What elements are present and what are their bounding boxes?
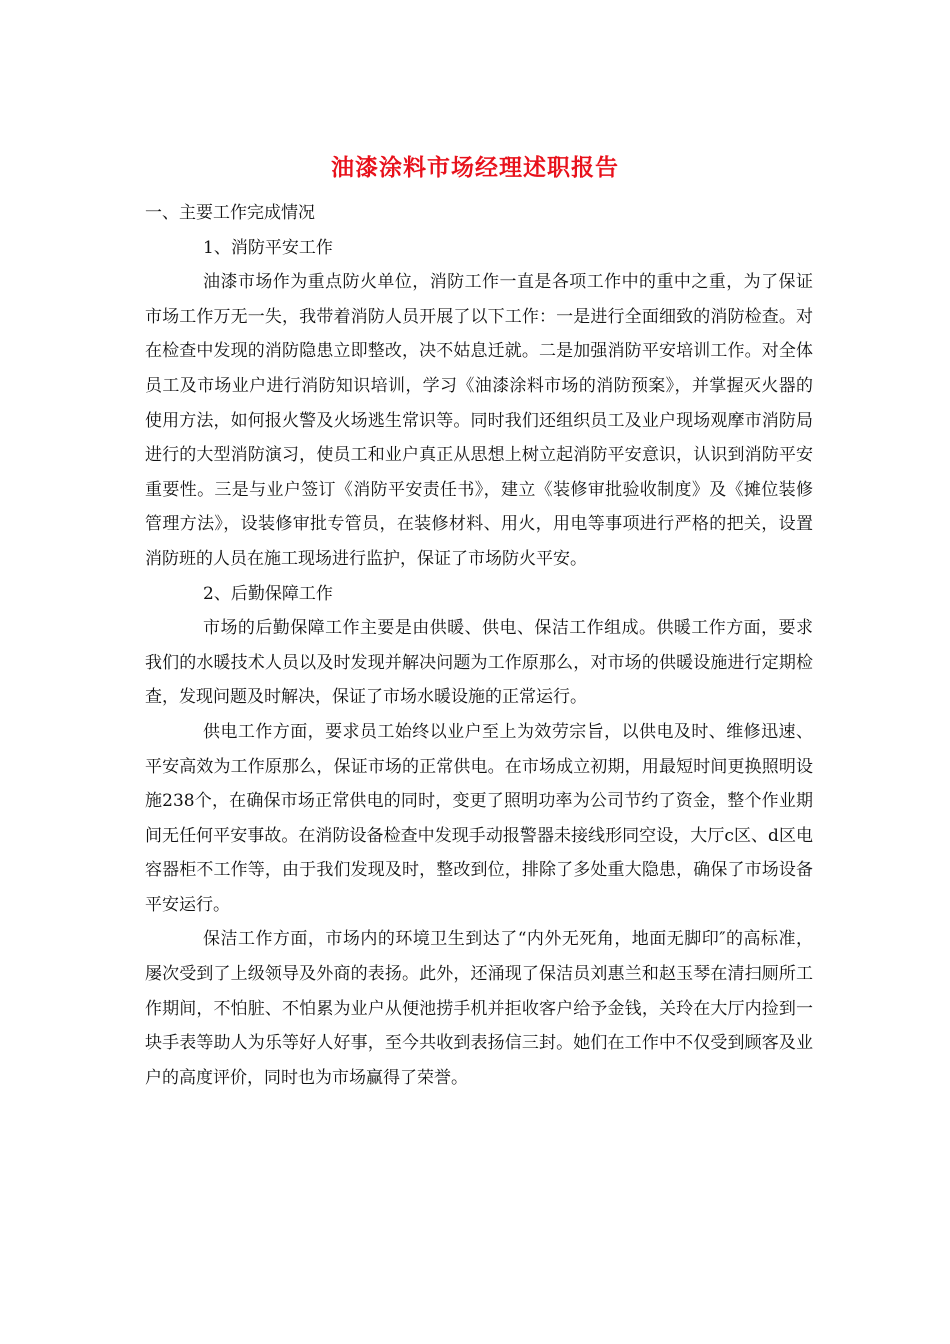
subsection-heading: 1、消防平安工作 (203, 237, 333, 258)
section-heading: 一、主要工作完成情况 (145, 203, 315, 223)
body-paragraph: 油漆市场作为重点防火单位，消防工作一直是各项工作中的重中之重，为了保证市场工作万无一失，我带着消防人员开展了以下工作：一是进行全面细致的消防检查。对在检查中发现的消防隐患立即整改，决不姑息迁就。二是加强消防平安培训工作。对全体员工及市场业户进行消防知识培训，学习《油漆涂料市场的消防预案》，并掌握灭火器的使用方法，如何报火警及火场逃生常识等。同时我们还组织员工及业户现场观摩市消防局进行的大型消防演习，使员工和业户真正从思想上树立起消防平安意识，认识到消防平安重要性。三是与业户签订《消防平安责任书》，建立《装修审批验收制度》及《摊位装修管理方法》，设装修审批专管员，在装修材料、用火，用电等事项进行严格的把关，设置消防班的人员在施工现场进行监护，保证了市场防火平安。 (145, 272, 813, 569)
document-body (145, 196, 813, 1095)
document-title: 油漆涂料市场经理述职报告 (331, 154, 619, 181)
subsection-heading: 2、后勤保障工作 (203, 583, 333, 604)
body-paragraph: 保洁工作方面，市场内的环境卫生到达了“内外无死角，地面无脚印″的高标准，屡次受到了上级领导及外商的表扬。此外，还涌现了保洁员刘惠兰和赵玉琴在清扫厕所工作期间，不怕脏、不怕累为业户从便池捞手机并拒收客户给予金钱，关玲在大厅内捡到一块手表等助人为乐等好人好事，至今共收到表扬信三封。她们在工作中不仅受到顾客及业户的高度评价，同时也为市场赢得了荣誉。 (145, 929, 813, 1088)
body-paragraph: 市场的后勤保障工作主要是由供暖、供电、保洁工作组成。供暖工作方面，要求我们的水暖技术人员以及时发现并解决问题为工作原那么，对市场的供暖设施进行定期检查，发现问题及时解决，保证了市场水暖设施的正常运行。 (145, 618, 813, 708)
body-paragraph: 供电工作方面，要求员工始终以业户至上为效劳宗旨，以供电及时、维修迅速、平安高效为工作原那么，保证市场的正常供电。在市场成立初期，用最短时间更换照明设施238个，在确保市场正常供电的同时，变更了照明功率为公司节约了资金，整个作业期间无任何平安事故。在消防设备检查中发现手动报警器未接线形同空设，大厅c区、d区电容器柜不工作等，由于我们发现及时，整改到位，排除了多处重大隐患，确保了市场设备平安运行。 (145, 721, 813, 915)
